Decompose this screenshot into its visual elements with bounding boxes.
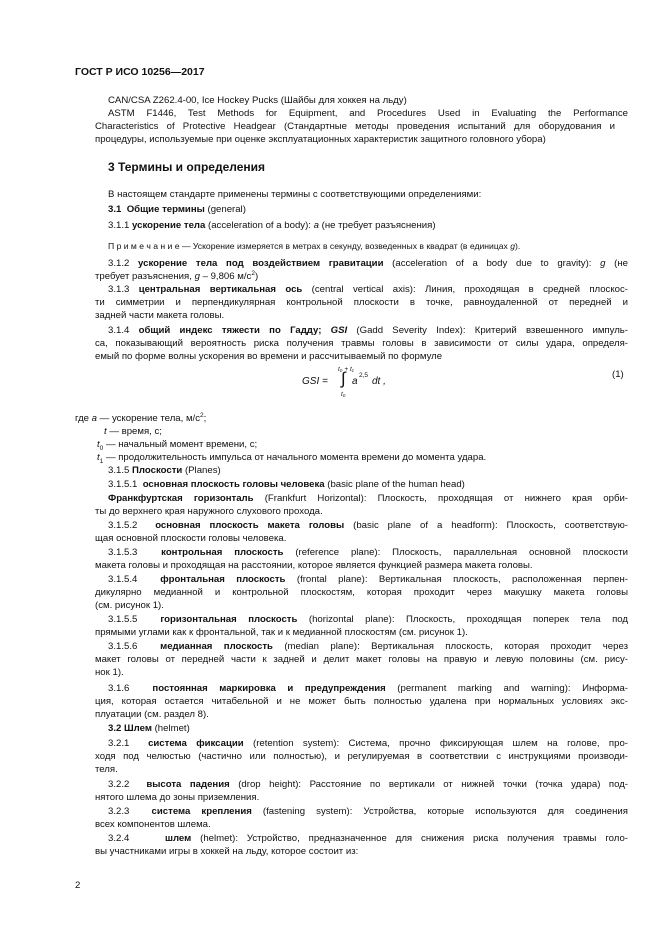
where-a: где a — ускорение тела, $м/с^2$;: [75, 412, 207, 424]
where-t1: $t_1$ — продолжительность импульса от начального момента времени до момента удара.: [97, 452, 487, 465]
where-t: t — время, с;: [104, 426, 162, 437]
term-3-2-2-line2: нятого шлема до зоны приземления.: [95, 792, 260, 803]
formula-number: (1): [612, 369, 624, 380]
section-intro: В настоящем стандарте применены термины с соответствующими определениями:: [108, 189, 482, 200]
ref-can-csa: CAN/CSA Z262.4-00, Ice Hockey Pucks (Шайбы для хоккея на льду): [108, 95, 407, 106]
term-3-1-1: 3.1.1 ускорение тела (acceleration of a body): a (не требует разъяснения): [108, 220, 436, 231]
term-3-2-2: 3.2.2 высота падения (drop height): Расстояние по вертикали от нижней точки (точка удара) под-: [108, 779, 628, 790]
term-3-1-5-1: 3.1.5.1 основная плоскость головы человека (basic plane of the human head): [108, 479, 465, 490]
formula-lhs: GSI =: [302, 376, 328, 387]
term-3-1-5-2: 3.1.5.2 основная плоскость макета головы (basic plane of a headform): Плоскость, соответствую-: [108, 520, 628, 531]
term-3-1-6-line3: плуатации (см. раздел 8).: [95, 709, 209, 720]
ref-astm-line1: ASTM F1446, Test Methods for Equipment, and Procedures Used in Evaluating the Performance: [108, 108, 628, 119]
term-3-1-2: 3.1.2 ускорение тела под воздействием гравитации (acceleration of a body due to gravity): g (не: [108, 258, 628, 269]
term-3-1-5-6: 3.1.5.6 медианная плоскость (median plane): Вертикальная плоскость, которая проходит через: [108, 641, 628, 652]
term-3-1-5-5-line2: прямыми углами как к фронтальной, так и к медианной плоскостям (см. рисунок 1).: [95, 627, 468, 638]
formula-exponent: 2,5: [359, 372, 369, 379]
note-acceleration: П р и м е ч а н и е — Ускорение измеряется в метрах в секунду, возведенных в квадрат (в единицах g).: [108, 241, 521, 251]
term-3-1-4-line3: емый по форме волны ускорения во времени и рассчитываемый по формуле: [95, 351, 443, 362]
term-3-2-3: 3.2.3 система крепления (fastening system): Устройства, которые используются для соединения: [108, 806, 628, 817]
term-3-1-5-3: 3.1.5.3 контрольная плоскость (reference plane): Плоскость, параллельная основной плоскости: [108, 547, 628, 558]
term-3-2-3-line2: всех компонентов шлема.: [95, 819, 211, 830]
term-3-2-4: 3.2.4 шлем (helmet): Устройство, предназначенное для снижения риска получения травмы голо-: [108, 833, 628, 844]
term-3-1-6-line2: ция, которая остается читабельной и не может быть полностью удалена при нормальных условиях экс-: [95, 696, 628, 707]
term-3-1-2-line2: требует разъяснения, g – 9,806 $м/с^2$): [95, 270, 259, 282]
term-3-1-5-5: 3.1.5.5 горизонтальная плоскость (horizontal plane): Плоскость, проходящая поперек тела под: [108, 614, 629, 625]
term-3-1-4: 3.1.4 общий индекс тяжести по Гадду; GSI (Gadd Severity Index): Критерий взвешенного импуль-: [108, 325, 628, 336]
term-3-1-4-line2: са, показывающий вероятность риска получения травмы головы в зависимости от силы удара, определя-: [95, 338, 628, 349]
formula-lower-limit: t₀: [341, 391, 346, 398]
term-3-2-1-line2: ходя под челюстью (частично или полностью), и регулируемая в соответствии с инструкциями производи-: [95, 751, 628, 762]
formula-integral: ∫: [341, 369, 346, 388]
term-3-1-3-line3: задней части макета головы.: [95, 310, 225, 321]
ref-astm-line3: процедуры, используемые при оценке эксплуатационных характеристик защитного головного убора): [95, 134, 546, 145]
term-frankfurt-line2: ты до верхнего края наружного слухового прохода.: [95, 506, 323, 517]
term-3-1-6: 3.1.6 постоянная маркировка и предупреждения (permanent marking and warning): Информа-: [108, 683, 628, 694]
subsection-3-2: 3.2 Шлем (helmet): [108, 723, 190, 734]
formula-upper-limit: t₀ + t₁: [338, 366, 354, 373]
term-3-1-3: 3.1.3 центральная вертикальная ось (central vertical axis): Линия, проходящая в средней плоскос-: [108, 284, 628, 295]
term-3-1-5-4-line3: (см. рисунок 1).: [95, 600, 164, 611]
term-frankfurt: Франкфуртская горизонталь (Frankfurt Horizontal): Плоскость, проходящая от нижнего края орби-: [108, 493, 629, 504]
ref-astm-line2: Characteristics of Protective Headgear (Стандартные методы проведения испытаний для оборудования и: [95, 121, 615, 132]
doc-header-title: ГОСТ Р ИСО 10256—2017: [75, 66, 205, 78]
term-3-1-5-3-line2: макета головы и проходящая на расстоянии, которое является функцией размера макета головы.: [95, 560, 533, 571]
term-3-2-4-line2: вы участниками игры в хоккей на льду, которое состоит из:: [95, 846, 359, 857]
formula-body-var: a: [352, 376, 358, 387]
term-3-1-3-line2: ти симметрии и перпендикулярная контрольной плоскости в точке, равноудаленной от передней и: [95, 297, 628, 308]
section-heading: 3 Термины и определения: [108, 160, 266, 174]
term-3-1-5-6-line3: нок 1).: [95, 667, 124, 678]
term-3-1-5-2-line2: щая основной плоскости головы человека.: [95, 533, 287, 544]
where-t0: $t_0$ — начальный момент времени, с;: [97, 439, 258, 452]
term-3-1-5: 3.1.5 Плоскости (Planes): [108, 465, 221, 476]
formula-dt: dt ,: [372, 376, 386, 387]
subsection-3-1: 3.1 Общие термины (general): [108, 204, 246, 215]
term-3-1-5-4-line2: дикулярно медианной и контрольной плоскостям, которая проходит через макушку макета головы: [95, 587, 628, 598]
term-3-1-5-4: 3.1.5.4 фронтальная плоскость (frontal plane): Вертикальная плоскость, расположенная перпен-: [108, 574, 628, 585]
term-3-1-5-6-line2: макет головы от передней части к задней и делит макет головы на правую и левую половины (см. рису-: [95, 654, 628, 665]
page-number: 2: [75, 880, 81, 891]
term-3-2-1-line3: теля.: [95, 764, 118, 775]
term-3-2-1: 3.2.1 система фиксации (retention system): Система, прочно фиксирующая шлем на голове, про-: [108, 738, 628, 749]
